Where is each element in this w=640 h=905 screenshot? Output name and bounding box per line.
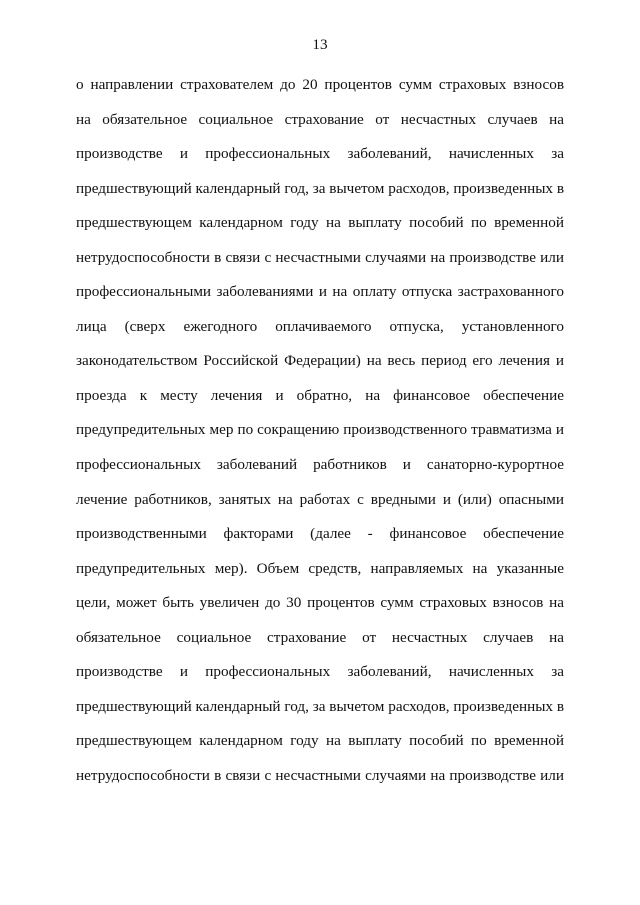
text-line: профессиональных заболеваний работников и санаторно-курортное bbox=[76, 456, 564, 474]
text-line: предшествующий календарный год, за вычетом расходов, произведенных в bbox=[76, 179, 564, 197]
text-line: предшествующий календарный год, за вычетом расходов, произведенных в bbox=[76, 697, 564, 715]
text-line: предшествующем календарном году на выплату пособий по временной bbox=[76, 214, 564, 232]
body-text bbox=[76, 76, 564, 801]
text-line: законодательством Российской Федерации) на весь период его лечения и bbox=[76, 352, 564, 370]
text-line: предупредительных мер по сокращению производственного травматизма и bbox=[76, 421, 564, 439]
text-line: на обязательное социальное страхование от несчастных случаев на bbox=[76, 110, 564, 128]
text-line: нетрудоспособности в связи с несчастными случаями на производстве или bbox=[76, 766, 564, 784]
text-line: цели, может быть увеличен до 30 процентов сумм страховых взносов на bbox=[76, 594, 564, 612]
text-line: производстве и профессиональных заболеваний, начисленных за bbox=[76, 145, 564, 163]
text-line: производственными факторами (далее - финансовое обеспечение bbox=[76, 525, 564, 543]
text-line: производстве и профессиональных заболеваний, начисленных за bbox=[76, 663, 564, 681]
text-line: обязательное социальное страхование от несчастных случаев на bbox=[76, 628, 564, 646]
text-line: предупредительных мер). Объем средств, направляемых на указанные bbox=[76, 559, 564, 577]
text-line: лечение работников, занятых на работах с вредными и (или) опасными bbox=[76, 490, 564, 508]
text-line: проезда к месту лечения и обратно, на финансовое обеспечение bbox=[76, 386, 564, 404]
text-line: о направлении страхователем до 20 процентов сумм страховых взносов bbox=[76, 76, 564, 93]
text-line: профессиональными заболеваниями и на оплату отпуска застрахованного bbox=[76, 283, 564, 301]
text-line: предшествующем календарном году на выплату пособий по временной bbox=[76, 732, 564, 750]
text-line: лица (сверх ежегодного оплачиваемого отпуска, установленного bbox=[76, 317, 564, 335]
page-number: 13 bbox=[312, 36, 328, 53]
text-line: нетрудоспособности в связи с несчастными случаями на производстве или bbox=[76, 248, 564, 266]
